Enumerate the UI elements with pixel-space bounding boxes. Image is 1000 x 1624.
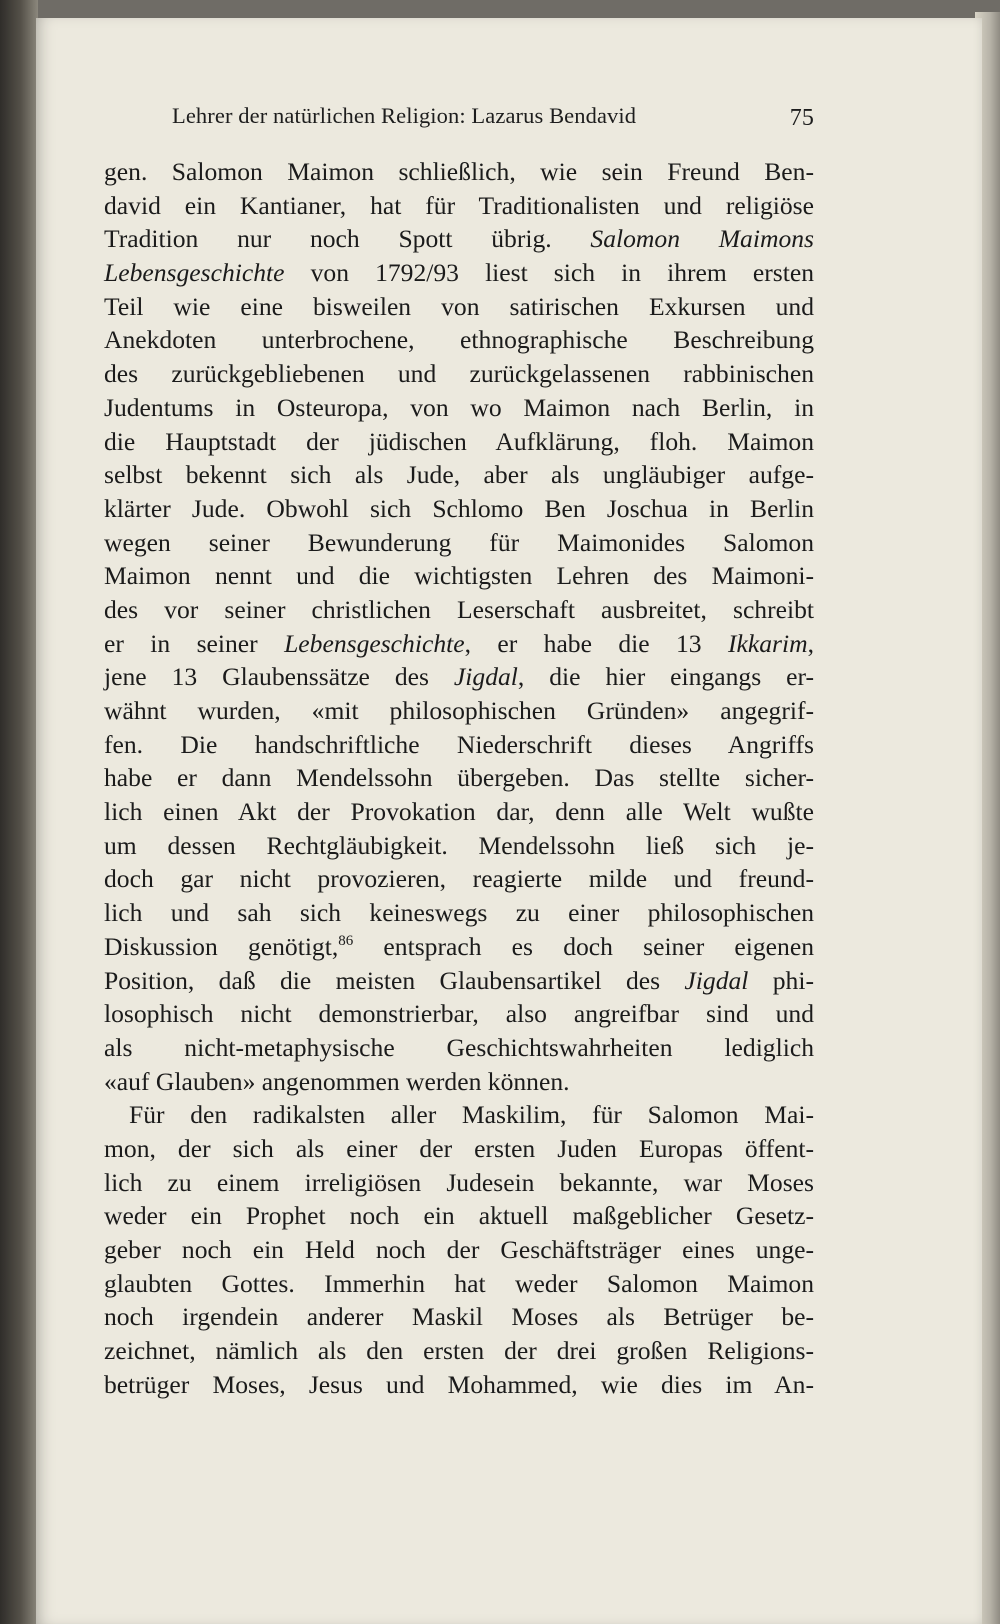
text-run: wegen seiner Bewunderung für Maimonides Salomon [104, 527, 814, 557]
text-line [104, 1368, 814, 1402]
text-line [104, 728, 814, 762]
text-run: selbst bekennt sich als Jude, aber als ungläubiger aufge- [104, 460, 814, 490]
text-line [104, 323, 814, 357]
text-run: Judentums in Osteuropa, von wo Maimon nach Berlin, in [104, 392, 814, 422]
text-line [104, 1166, 814, 1200]
text-run: habe er dann Mendelssohn übergeben. Das stellte sicher- [104, 763, 814, 793]
text-run: phi- [748, 965, 814, 995]
text-line [104, 526, 814, 560]
text-line [104, 1334, 814, 1368]
text-run: die Hauptstadt der jüdischen Aufklärung, floh. Maimon [104, 426, 814, 456]
text-run: betrüger Moses, Jesus und Mohammed, wie dies im An- [104, 1369, 814, 1399]
text-run: des vor seiner christlichen Leserschaft ausbreitet, schreibt [104, 594, 814, 624]
text-line [104, 593, 814, 627]
running-title: Lehrer der natürlichen Religion: Lazarus Bendavid [172, 103, 637, 128]
text-line [104, 256, 814, 290]
text-line [104, 1098, 814, 1132]
text-run: weder ein Prophet noch ein aktuell maßgeblicher Gesetz- [104, 1201, 814, 1231]
text-line [104, 222, 814, 256]
text-line [104, 694, 814, 728]
text-line [104, 290, 814, 324]
text-line [104, 1199, 814, 1233]
text-line [104, 458, 814, 492]
text-line [104, 1031, 814, 1065]
text-line [104, 829, 814, 863]
italic-title: Ikkarim [727, 628, 808, 658]
italic-title: Lebensgeschichte [284, 628, 465, 658]
page-number: 75 [789, 105, 814, 131]
text-run: losophisch nicht demonstrierbar, also angreifbar sind und [104, 999, 814, 1029]
text-line [104, 627, 814, 661]
text-line [104, 795, 814, 829]
text-run: Tradition nur noch Spott übrig. [104, 224, 591, 254]
book-binding-shadow [0, 0, 38, 1624]
text-line [104, 930, 814, 964]
text-run: Für den radikalsten aller Maskilim, für Salomon Mai- [129, 1100, 814, 1130]
text-line [104, 1065, 814, 1099]
text-line [104, 964, 814, 998]
text-line [104, 862, 814, 896]
text-run: zeichnet, nämlich als den ersten der drei großen Religions- [104, 1336, 814, 1366]
text-run: des zurückgebliebenen und zurückgelassenen rabbinischen [104, 359, 814, 389]
text-run: mon, der sich als einer der ersten Juden Europas öffent- [104, 1133, 814, 1163]
text-run: Diskussion genötigt, [104, 931, 339, 961]
text-run: Anekdoten unterbrochene, ethnographische Beschreibung [104, 325, 814, 355]
text-run: klärter Jude. Obwohl sich Schlomo Ben Joschua in Berlin [104, 493, 814, 523]
body-text [104, 155, 814, 1401]
italic-title: Lebensgeschichte [104, 258, 285, 288]
text-line [104, 1233, 814, 1267]
text-line [104, 492, 814, 526]
text-run: von 1792/93 liest sich in ihrem ersten [284, 258, 814, 288]
italic-title: Salomon Maimons [590, 224, 814, 254]
text-line [104, 896, 814, 930]
text-run: noch irgendein anderer Maskil Moses als Betrüger be- [104, 1302, 814, 1332]
text-run: geber noch ein Held noch der Geschäftsträger eines unge- [104, 1235, 814, 1264]
text-run: Teil wie eine bisweilen von satirischen Exkursen und [104, 291, 814, 321]
text-run: «auf Glauben» angenommen werden können. [104, 1066, 570, 1096]
text-run: glaubten Gottes. Immerhin hat weder Salomon Maimon [104, 1268, 814, 1298]
text-line [104, 425, 814, 459]
text-run: wähnt wurden, «mit philosophischen Gründen» angegrif- [104, 696, 814, 725]
text-run: , die hier eingangs er- [517, 662, 814, 692]
text-line [104, 660, 814, 694]
text-run: lich einen Akt der Provokation dar, denn alle Welt wußte [104, 797, 814, 827]
text-run: um dessen Rechtgläubigkeit. Mendelssohn ließ sich je- [104, 830, 814, 860]
text-line [104, 357, 814, 391]
text-run: lich und sah sich keineswegs zu einer philosophischen [104, 898, 814, 928]
text-line [104, 1132, 814, 1166]
italic-title: Jigdal [684, 965, 749, 995]
footnote-reference: 86 [338, 932, 354, 949]
text-run: doch gar nicht provozieren, reagierte milde und freund- [104, 864, 814, 894]
text-run: Maimon nennt und die wichtigsten Lehren des Maimoni- [104, 561, 814, 591]
text-run: fen. Die handschriftliche Niederschrift dieses Angriffs [104, 729, 814, 759]
italic-title: Jigdal [453, 662, 518, 692]
text-run: gen. Salomon Maimon schließlich, wie sein Freund Ben- [104, 157, 814, 186]
text-line [104, 559, 814, 593]
text-line [104, 155, 814, 189]
text-line [104, 1267, 814, 1301]
text-line [104, 391, 814, 425]
text-run: , er habe die 13 [464, 628, 728, 658]
text-run: entsprach es doch seiner eigenen [353, 931, 814, 961]
text-line [104, 189, 814, 223]
text-run: lich zu einem irreligiösen Judesein bekannte, war Moses [104, 1167, 814, 1197]
text-line [104, 997, 814, 1031]
text-line [104, 1300, 814, 1334]
text-run: als nicht-metaphysische Geschichtswahrheiten lediglich [104, 1032, 814, 1062]
running-header [172, 103, 814, 129]
text-run: david ein Kantianer, hat für Traditionalisten und religiöse [104, 190, 814, 220]
text-run: , [807, 628, 814, 658]
text-run: er in seiner [104, 628, 285, 658]
text-run: jene 13 Glaubenssätze des [104, 662, 454, 692]
text-line [104, 761, 814, 795]
text-run: Position, daß die meisten Glaubensartikel des [104, 965, 685, 995]
